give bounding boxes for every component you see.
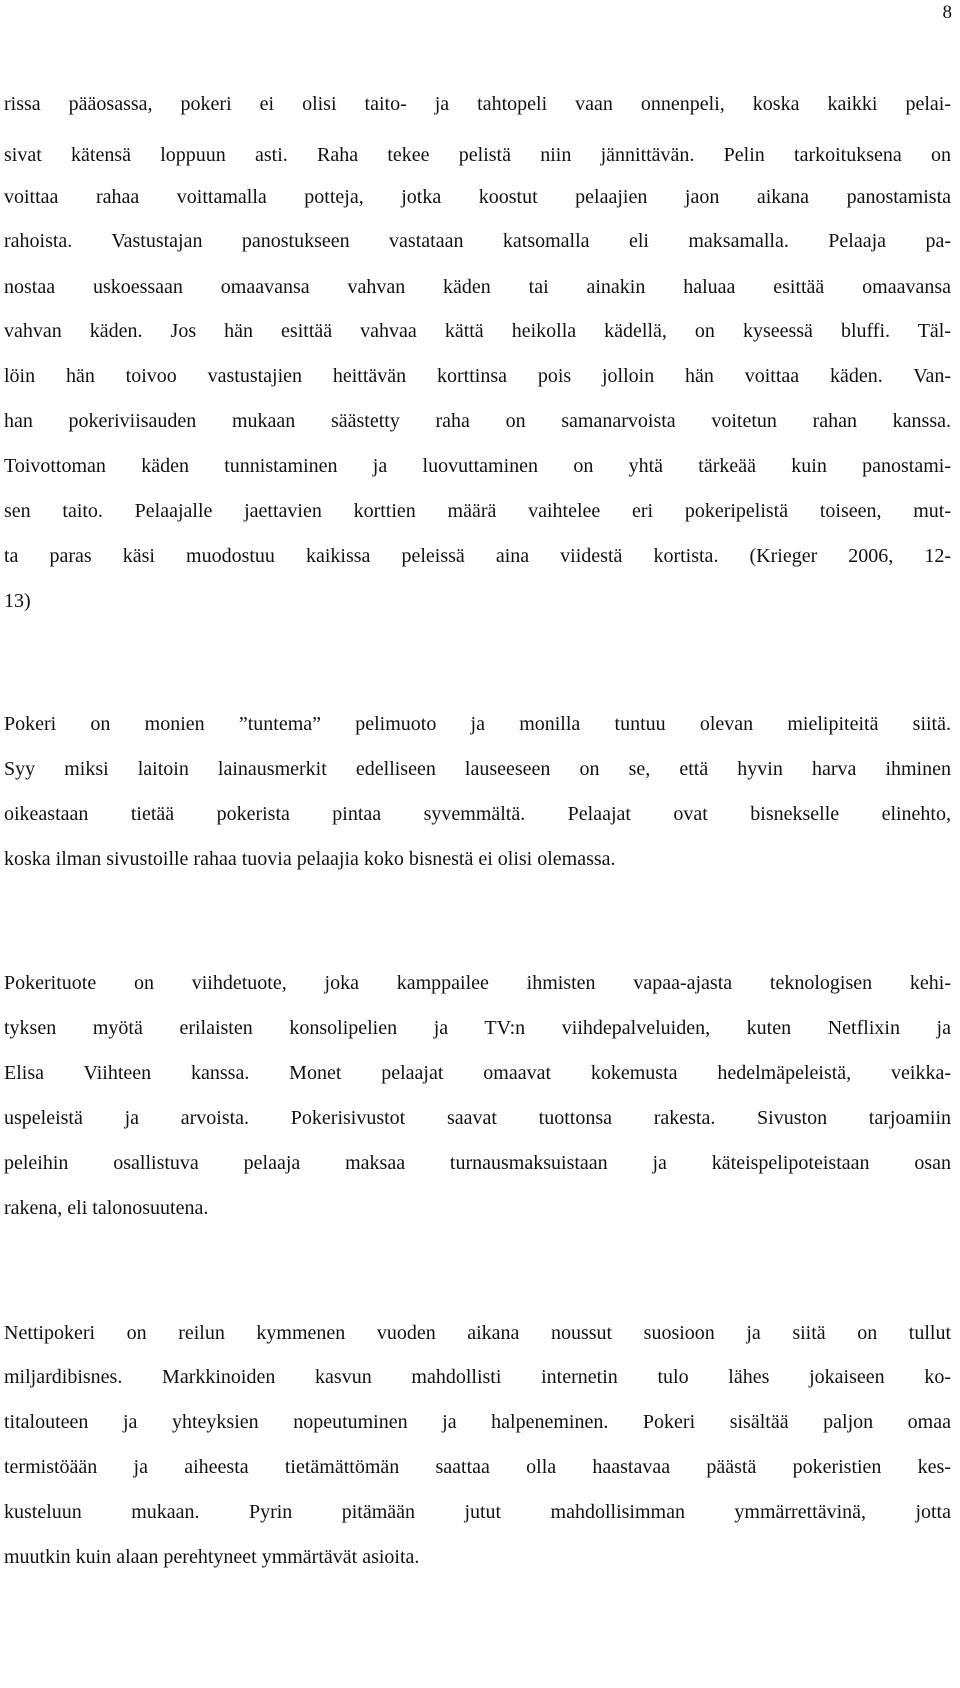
paragraph-line: rahoista. Vastustajan panostukseen vastataan katsomalla eli maksamalla. Pelaaja pa- (4, 230, 951, 252)
paragraph-line: oikeastaan tietää pokerista pintaa syvemmältä. Pelaajat ovat bisnekselle elinehto, (4, 803, 951, 825)
paragraph-line: vahvan käden. Jos hän esittää vahvaa kättä heikolla kädellä, on kyseessä bluffi. Täl- (4, 320, 951, 342)
paragraph-line: Toivottoman käden tunnistaminen ja luovuttaminen on yhtä tärkeää kuin panostami- (4, 455, 951, 477)
paragraph-line: Elisa Viihteen kanssa. Monet pelaajat omaavat kokemusta hedelmäpeleistä, veikka- (4, 1062, 951, 1084)
page-number: 8 (942, 2, 952, 23)
paragraph-line: rissa pääosassa, pokeri ei olisi taito- ja tahtopeli vaan onnenpeli, koska kaikki pelai- (4, 93, 951, 115)
paragraph-line: uspeleistä ja arvoista. Pokerisivustot saavat tuottonsa rakesta. Sivuston tarjoamiin (4, 1107, 951, 1129)
paragraph-line: termistöään ja aiheesta tietämättömän saattaa olla haastavaa päästä pokeristien kes- (4, 1456, 951, 1478)
paragraph-line: sen taito. Pelaajalle jaettavien korttien määrä vaihtelee eri pokeripelistä toiseen, mut- (4, 500, 951, 522)
paragraph-line: löin hän toivoo vastustajien heittävän korttinsa pois jolloin hän voittaa käden. Van- (4, 365, 951, 387)
paragraph-line: nostaa uskoessaan omaavansa vahvan käden tai ainakin haluaa esittää omaavansa (4, 276, 951, 298)
paragraph-line: 13) (4, 590, 31, 612)
paragraph-line: han pokeriviisauden mukaan säästetty raha on samanarvoista voitetun rahan kanssa. (4, 410, 951, 432)
paragraph-line: voittaa rahaa voittamalla potteja, jotka koostut pelaajien jaon aikana panostamista (4, 186, 951, 208)
paragraph-line: muutkin kuin alaan perehtyneet ymmärtävät asioita. (4, 1546, 420, 1568)
paragraph-line: peleihin osallistuva pelaaja maksaa turnausmaksuistaan ja käteispelipoteistaan osan (4, 1152, 951, 1174)
paragraph-line: Syy miksi laitoin lainausmerkit edelliseen lauseeseen on se, että hyvin harva ihminen (4, 758, 951, 780)
paragraph-line: miljardibisnes. Markkinoiden kasvun mahdollisti internetin tulo lähes jokaiseen ko- (4, 1366, 951, 1388)
paragraph-line: koska ilman sivustoille rahaa tuovia pelaajia koko bisnestä ei olisi olemassa. (4, 848, 616, 870)
paragraph-line: sivat kätensä loppuun asti. Raha tekee pelistä niin jännittävän. Pelin tarkoituksena on (4, 144, 951, 166)
paragraph-line: titalouteen ja yhteyksien nopeutuminen ja halpeneminen. Pokeri sisältää paljon omaa (4, 1411, 951, 1433)
paragraph-line: Pokeri on monien ”tuntema” pelimuoto ja monilla tuntuu olevan mielipiteitä siitä. (4, 713, 951, 735)
paragraph-line: Nettipokeri on reilun kymmenen vuoden aikana noussut suosioon ja siitä on tullut (4, 1322, 951, 1344)
paragraph-line: Pokerituote on viihdetuote, joka kamppailee ihmisten vapaa-ajasta teknologisen kehi- (4, 972, 951, 994)
paragraph-line: rakena, eli talonosuutena. (4, 1197, 209, 1219)
paragraph-line: ta paras käsi muodostuu kaikissa peleissä aina viidestä kortista. (Krieger 2006, 12- (4, 545, 951, 567)
paragraph-line: tyksen myötä erilaisten konsolipelien ja TV:n viihdepalveluiden, kuten Netflixin ja (4, 1017, 951, 1039)
paragraph-line: kusteluun mukaan. Pyrin pitämään jutut mahdollisimman ymmärrettävinä, jotta (4, 1501, 951, 1523)
